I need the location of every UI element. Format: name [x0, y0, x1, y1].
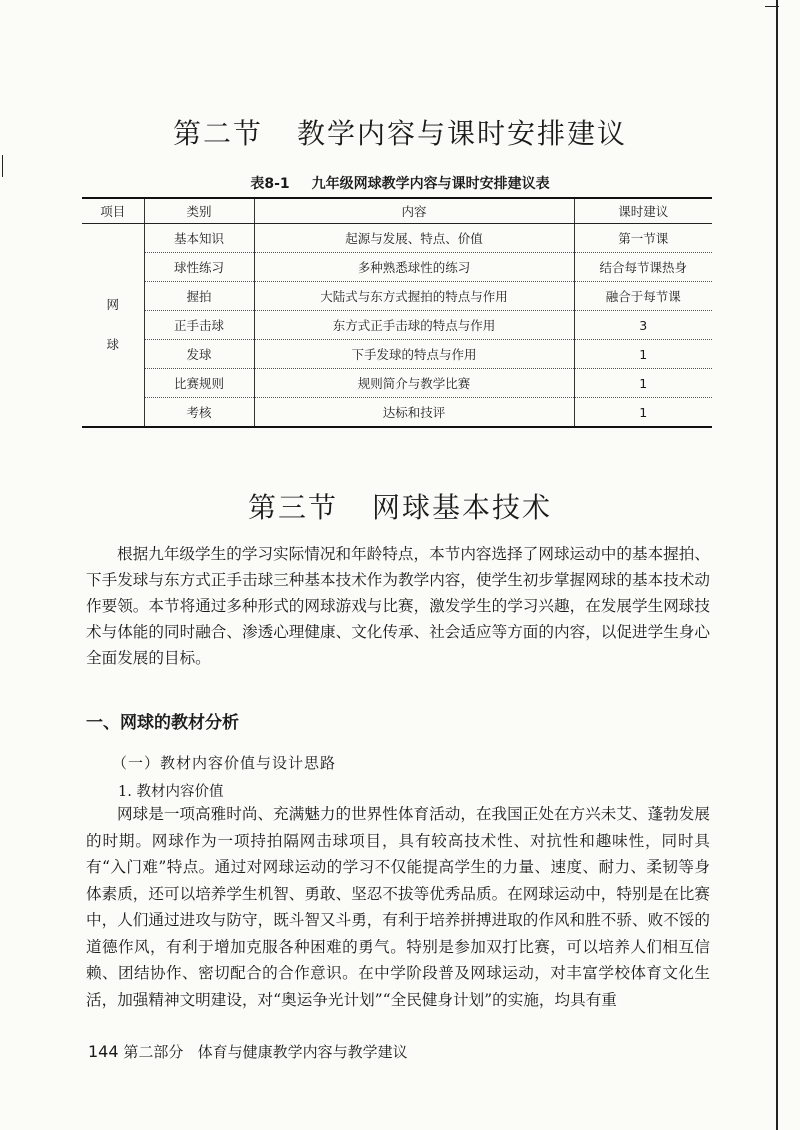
category-cell: 握拍 — [144, 282, 254, 311]
content-cell: 东方式正手击球的特点与作用 — [254, 311, 574, 340]
section-2-heading — [0, 112, 800, 152]
hours-cell: 1 — [574, 340, 712, 369]
table-row — [82, 369, 712, 398]
hours-cell: 融合于每节课 — [574, 282, 712, 311]
header-category: 类别 — [144, 198, 254, 224]
hours-cell: 3 — [574, 311, 712, 340]
value-paragraph — [86, 801, 710, 1013]
project-char: 网 — [106, 297, 119, 312]
table-caption — [0, 173, 800, 193]
hours-cell: 1 — [574, 398, 712, 428]
content-cell: 达标和技评 — [254, 398, 574, 428]
header-project: 项目 — [82, 198, 144, 224]
category-cell: 发球 — [144, 340, 254, 369]
scan-edge-mark — [765, 6, 779, 7]
heading-textbook-analysis: 一、网球的教材分析 — [86, 713, 239, 733]
heading-content-value-design: （一）教材内容价值与设计思路 — [112, 754, 337, 772]
category-cell: 考核 — [144, 398, 254, 428]
hours-cell: 结合每节课热身 — [574, 253, 712, 282]
value-paragraph-text: 网球是一项高雅时尚、充满魅力的世界性体育活动，在我国正处在方兴未艾、蓬勃发展的时期。网球作为一项持拍隔网击球项目，具有较高技术性、对抗性和趣味性，同时具有“入门难”特点。通过对网球运动的学习不仅能提高学生的力量、速度、耐力、柔韧等身体素质，还可以培养学生机智、勇敢、坚忍不拔等优秀品质。在网球运动中，特别是在比赛中，人们通过进攻与防守，既斗智又斗勇，有利于培养拼搏进取的作风和胜不骄、败不馁的道德作风，有利于增加克服各种困难的勇气。特别是参加双打比赛，可以培养人们相互信赖、团结协作、密切配合的合作意识。在中学阶段普及网球运动，对丰富学校体育文化生活，加强精神文明建设，对“奥运争光计划”“全民健身计划”的实施，均具有重 — [86, 805, 710, 1009]
page-footer — [88, 1041, 408, 1062]
content-cell: 规则简介与教学比赛 — [254, 369, 574, 398]
table-row — [82, 340, 712, 369]
table-caption-number: 表8-1 — [250, 176, 290, 192]
intro-paragraph — [86, 541, 710, 671]
section-3-title: 网球基本技术 — [372, 491, 553, 524]
hours-cell: 第一节课 — [574, 224, 712, 253]
footer-part: 第二部分 — [123, 1043, 184, 1061]
heading-content-value: 1. 教材内容价值 — [118, 784, 224, 800]
intro-paragraph-text: 根据九年级学生的学习实际情况和年龄特点，本节内容选择了网球运动中的基本握拍、下手发球与东方式正手击球三种基本技术作为教学内容，使学生初步掌握网球的基本技术动作要领。本节将通过多种形式的网球游戏与比赛，激发学生的学习兴趣，在发展学生网球技术与体能的同时融合、渗透心理健康、文化传承、社会适应等方面的内容，以促进学生身心全面发展的目标。 — [86, 545, 710, 667]
content-cell: 大陆式与东方式握拍的特点与作用 — [254, 282, 574, 311]
footer-book-title: 体育与健康教学内容与教学建议 — [197, 1043, 408, 1061]
table-row — [82, 311, 712, 340]
table-caption-title: 九年级网球教学内容与课时安排建议表 — [311, 176, 550, 192]
hours-cell: 1 — [574, 369, 712, 398]
table-row — [82, 282, 712, 311]
table-row — [82, 398, 712, 428]
category-cell: 球性练习 — [144, 253, 254, 282]
project-cell — [82, 224, 144, 428]
category-cell: 正手击球 — [144, 311, 254, 340]
category-cell: 比赛规则 — [144, 369, 254, 398]
lesson-plan-table — [82, 197, 712, 428]
section-2-number: 第二节 — [172, 117, 263, 150]
header-hours: 课时建议 — [574, 198, 712, 224]
project-char: 球 — [106, 337, 119, 352]
header-content: 内容 — [254, 198, 574, 224]
category-cell: 基本知识 — [144, 224, 254, 253]
section-3-heading — [0, 486, 800, 526]
section-2-title: 教学内容与课时安排建议 — [297, 117, 628, 150]
table-row — [82, 253, 712, 282]
section-3-number: 第三节 — [247, 491, 338, 524]
page-number: 144 — [88, 1042, 119, 1061]
content-cell: 多种熟悉球性的练习 — [254, 253, 574, 282]
table-header-row — [82, 198, 712, 224]
table-row — [82, 224, 712, 253]
content-cell: 起源与发展、特点、价值 — [254, 224, 574, 253]
content-cell: 下手发球的特点与作用 — [254, 340, 574, 369]
scan-edge-line — [776, 0, 778, 1130]
